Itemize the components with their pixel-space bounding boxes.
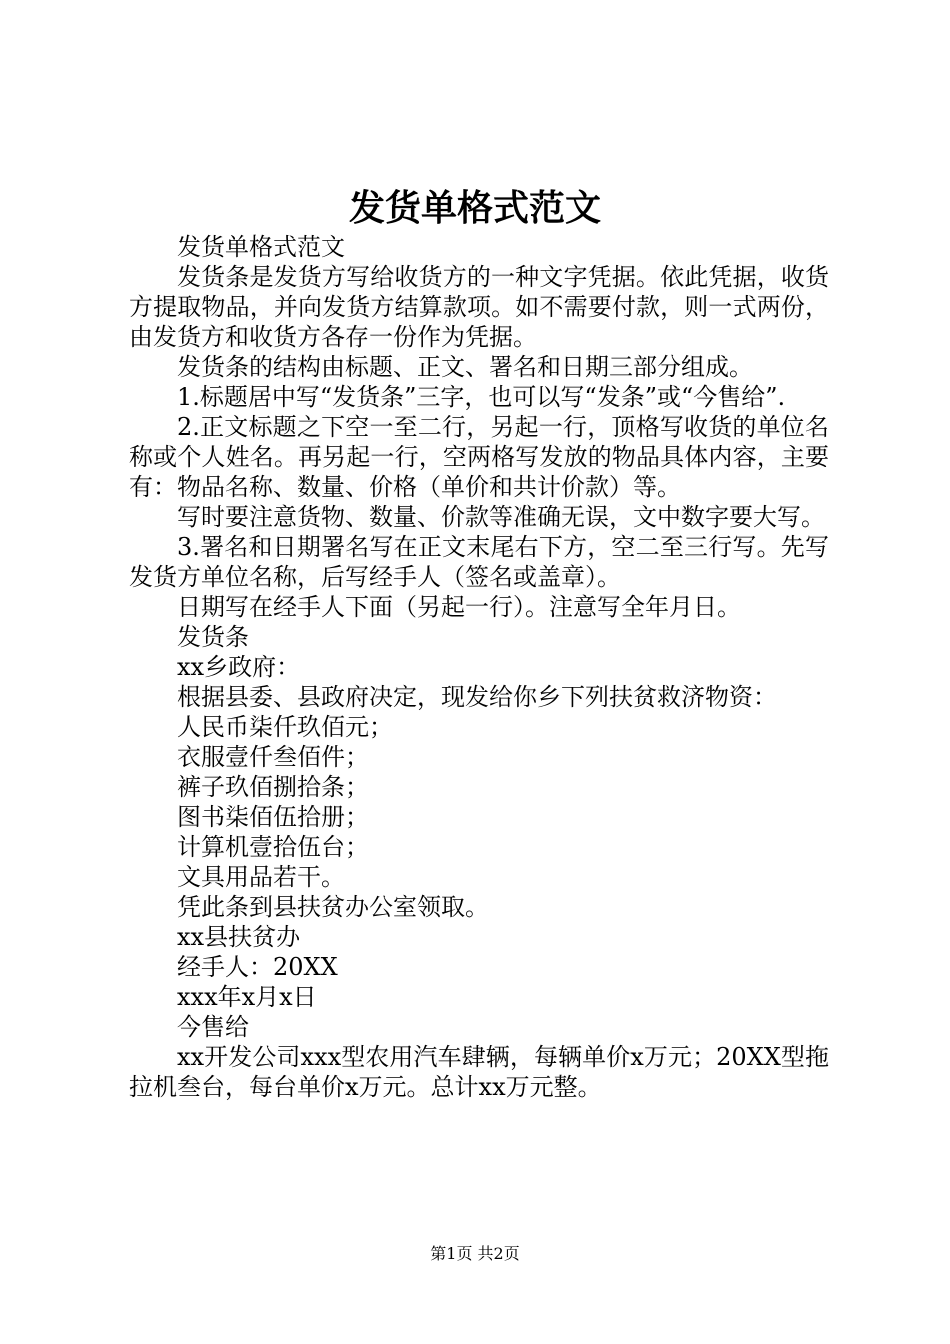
paragraph: 3.署名和日期署名写在正文末尾右下方，空二至三行写。先写发货方单位名称，后写经手人（签名或盖章）。 xyxy=(129,533,829,591)
paragraph: 日期写在经手人下面（另起一行）。注意写全年月日。 xyxy=(177,593,741,621)
paragraph: 今售给 xyxy=(177,1013,249,1041)
paragraph: 根据县委、县政府决定，现发给你乡下列扶贫救济物资： xyxy=(177,683,777,711)
paragraph: 发货单格式范文 xyxy=(177,233,345,261)
document-body xyxy=(129,232,829,1102)
paragraph: xx开发公司xxx型农用汽车肆辆，每辆单价x万元；20XX型拖拉机叁台，每台单价x万元。总计xx万元整。 xyxy=(129,1043,829,1101)
paragraph: xx县扶贫办 xyxy=(177,923,301,951)
paragraph: 2.正文标题之下空一至二行，另起一行，顶格写收货的单位名称或个人姓名。再另起一行，空两格写发放的物品具体内容，主要有：物品名称、数量、价格（单价和共计价款）等。 xyxy=(129,413,829,501)
paragraph: 衣服壹仟叁佰件； xyxy=(177,743,369,771)
paragraph: xx乡政府： xyxy=(177,653,301,681)
paragraph: 凭此条到县扶贫办公室领取。 xyxy=(177,893,489,921)
document-title: 发货单格式范文 xyxy=(348,187,601,229)
paragraph: 写时要注意货物、数量、价款等准确无误，文中数字要大写。 xyxy=(177,503,825,531)
paragraph: 发货条是发货方写给收货方的一种文字凭据。依此凭据，收货方提取物品，并向发货方结算款项。如不需要付款，则一式两份，由发货方和收货方各存一份作为凭据。 xyxy=(129,263,829,351)
paragraph: 文具用品若干。 xyxy=(177,863,345,891)
paragraph: 图书柒佰伍拾册； xyxy=(177,803,369,831)
paragraph: 经手人：20XX xyxy=(177,953,338,981)
paragraph: 1.标题居中写“发货条”三字，也可以写“发条”或“今售给”. xyxy=(177,383,786,411)
paragraph: 计算机壹拾伍台； xyxy=(177,833,369,861)
paragraph: 裤子玖佰捌拾条； xyxy=(177,773,369,801)
paragraph: xxx年x月x日 xyxy=(177,983,317,1011)
paragraph: 发货条 xyxy=(177,623,249,651)
paragraph: 人民币柒仟玖佰元； xyxy=(177,713,393,741)
paragraph: 发货条的结构由标题、正文、署名和日期三部分组成。 xyxy=(177,353,753,381)
page-footer: 第1页 共2页 xyxy=(430,1244,520,1263)
